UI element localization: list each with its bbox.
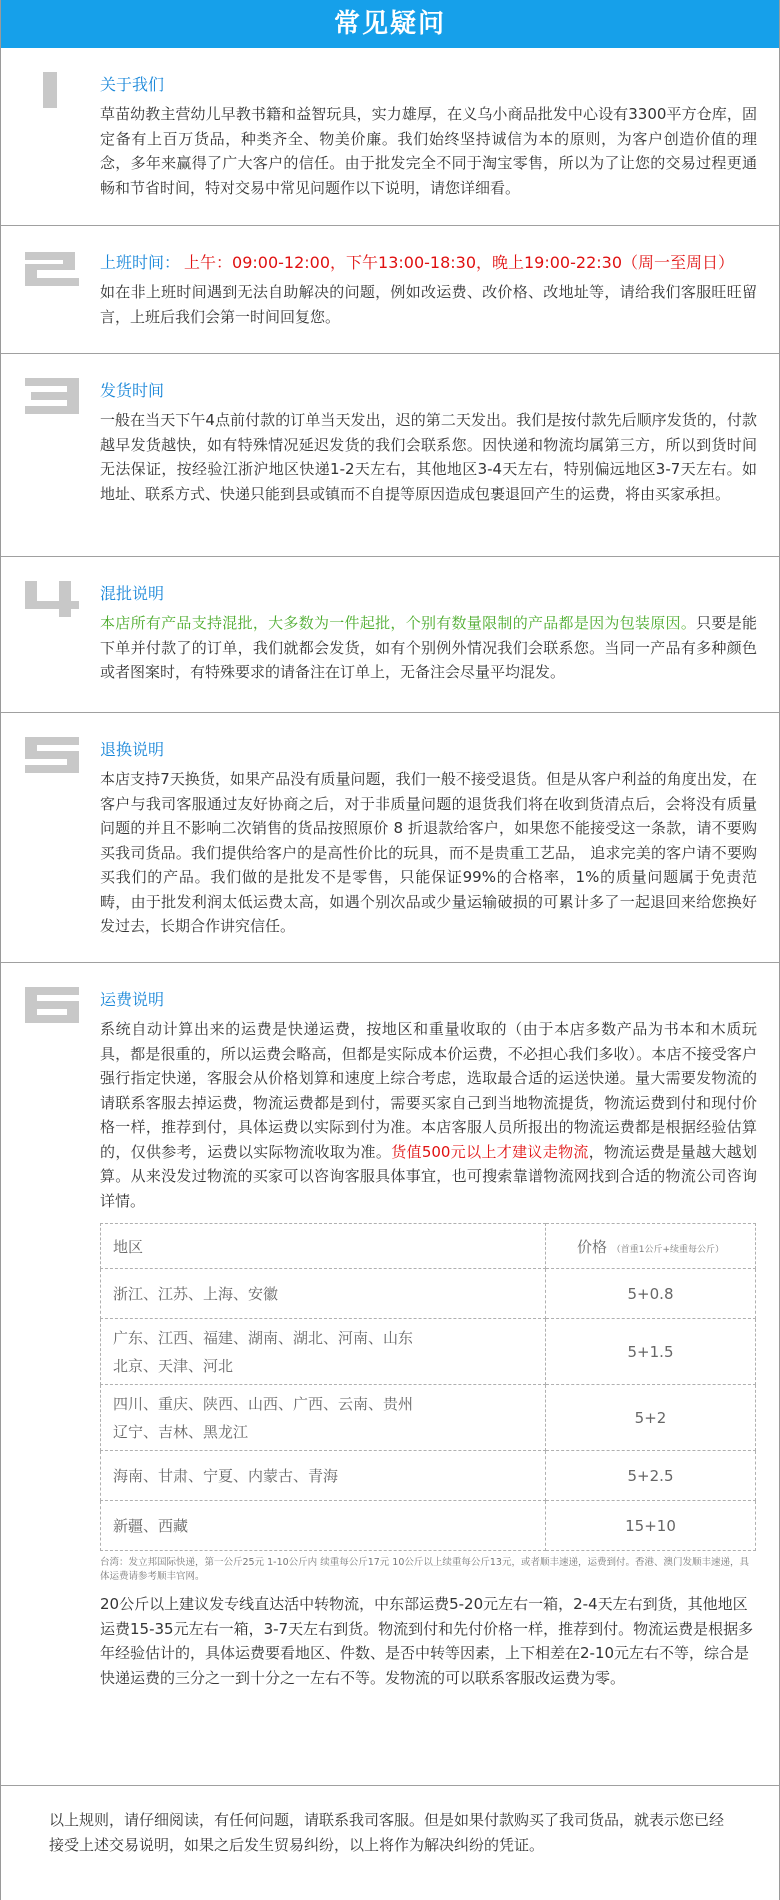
table-row xyxy=(101,1385,756,1451)
table-row xyxy=(101,1319,756,1385)
number-5-icon xyxy=(23,735,81,793)
body-text: 只要是能下单并付款了的订单，我们就都会发货，如有个别例外情况我们会联系您。当同一产品有多种颜色或者图案时，有特殊要求的请备注在订单上，无备注会尽量平均混发。 xyxy=(100,614,757,681)
region-cell: 广东、江西、福建、湖南、湖北、河南、山东 北京、天津、河北 xyxy=(101,1319,546,1385)
section-title: 混批说明 xyxy=(100,584,165,603)
region-cell: 海南、甘肃、宁夏、内蒙古、青海 xyxy=(101,1451,546,1501)
section-returns xyxy=(1,713,779,963)
page-title: 常见疑问 xyxy=(1,0,779,48)
region-cell: 新疆、西藏 xyxy=(101,1501,546,1551)
section-body: 草苗幼教主营幼儿早教书籍和益智玩具，实力雄厚，在义乌小商品批发中心设有3300平方仓库，固定备有上百万货品，种类齐全、物美价廉。我们始终坚持诚信为本的原则，为客户创造价值的理念，多年来赢得了广大客户的信任。由于批发完全不同于淘宝零售，所以为了让您的交易过程更通畅和节省时间，特对交易中常见问题作以下说明，请您详细看。 xyxy=(100,105,757,197)
hours-label: 上班时间： xyxy=(100,253,181,272)
number-4-icon xyxy=(23,579,81,637)
logistics-note: 20公斤以上建议发专线直达活中转物流，中东部运费5-20元左右一箱，2-4天左右到货，其他地区运费15-35元左右一箱，3-7天左右到货。物流到付和先付价格一样，推荐到付。物流运费是根据多年经验估计的，具体运费要看地区、件数、是否中转等因素，上下相差在2-10元左右不等，综合是快递运费的三分之一到十分之一左右不等。发物流的可以联系客服改运费为零。 xyxy=(100,1595,754,1687)
section-title: 运费说明 xyxy=(100,990,165,1009)
section-body xyxy=(100,611,757,685)
table-row xyxy=(101,1451,756,1501)
price-cell: 5+0.8 xyxy=(546,1269,756,1319)
table-row xyxy=(101,1269,756,1319)
section-working-hours xyxy=(1,226,779,354)
price-cell: 5+2 xyxy=(546,1385,756,1451)
section-shipping-time xyxy=(1,354,779,557)
price-cell: 15+10 xyxy=(546,1501,756,1551)
section-body: 如在非上班时间遇到无法自助解决的问题，例如改运费、改价格、改地址等，请给我们客服旺旺留言，上班后我们会第一时间回复您。 xyxy=(100,283,757,326)
footer-notice: 以上规则，请仔细阅读，有任何问题，请联系我司客服。但是如果付款购买了我司货品，就表示您已经接受上述交易说明，如果之后发生贸易纠纷，以上将作为解决纠纷的凭证。 xyxy=(49,1811,725,1854)
section-title: 关于我们 xyxy=(100,75,165,94)
body-text: 系统自动计算出来的运费是快递运费，按地区和重量收取的（由于本店多数产品为书本和木质玩具，都是很重的，所以运费会略高，但都是实际成本价运费，不必担心我们多收）。本店不接受客户强行指定快递，客服会从价格划算和速度上综合考虑，选取最合适的运送快递。量大需要发物流的请联系客服去掉运费，物流运费都是到付，需要买家自己到当地物流提货，物流运费到付和现付价格一样，推荐到付，具体运费以实际到付为准。本店客服人员所报出的物流运费都是根据经验估算的，仅供参考，运费以实际物流收取为准。 xyxy=(100,1020,757,1161)
section-body xyxy=(100,1017,757,1213)
region-cell: 浙江、江苏、上海、安徽 xyxy=(101,1269,546,1319)
section-shipping-fees xyxy=(1,963,779,1783)
section-title: 退换说明 xyxy=(100,740,165,759)
price-cell: 5+1.5 xyxy=(546,1319,756,1385)
table-header-row xyxy=(101,1224,756,1269)
number-3-icon xyxy=(23,376,81,434)
column-header-price: 价格 （首重1公斤+续重每公斤） xyxy=(546,1224,756,1269)
section-title: 发货时间 xyxy=(100,381,165,400)
section-about-us xyxy=(1,48,779,226)
hours-value: 上午：09:00-12:00，下午13:00-18:30，晚上19:00-22:30（周一至周日） xyxy=(184,253,734,272)
shipping-fee-table xyxy=(100,1223,756,1551)
body-text-2: ，物流运费是量越大越划算。从来没发过物流的买家可以咨询客服具体事宜，也可搜索靠谱物流网找到合适的物流公司咨询详情。 xyxy=(100,1142,757,1210)
region-cell: 四川、重庆、陕西、山西、广西、云南、贵州 辽宁、吉林、黑龙江 xyxy=(101,1385,546,1451)
table-row xyxy=(101,1501,756,1551)
section-mixed-wholesale xyxy=(1,557,779,713)
highlight-text: 货值500元以上才建议走物流 xyxy=(391,1142,589,1161)
section-body: 一般在当天下午4点前付款的订单当天发出，迟的第二天发出。我们是按付款先后顺序发货的，付款越早发货越快，如有特殊情况延迟发货的我们会联系您。因快递和物流均属第三方，所以到货时间无法保证，按经验江浙沪地区快递1-2天左右，其他地区3-4天左右，特别偏远地区3-7天左右。如地址、联系方式、快递只能到县或镇而不自提等原因造成包裹退回产生的运费，将由买家承担。 xyxy=(100,411,757,503)
number-6-icon xyxy=(23,985,81,1043)
price-cell: 5+2.5 xyxy=(546,1451,756,1501)
number-1-icon xyxy=(23,70,81,128)
number-2-icon xyxy=(23,248,81,306)
column-header-region: 地区 xyxy=(101,1224,546,1269)
highlight-text: 本店所有产品支持混批，大多数为一件起批，个别有数量限制的产品都是因为包装原因。 xyxy=(100,614,697,632)
divider xyxy=(1,1785,779,1786)
taiwan-note: 台湾：发立邦国际快递，第一公斤25元 1-10公斤内 续重每公斤17元 10公斤以上续重每公斤13元，或者顺丰速递，运费到付。香港、澳门发顺丰速递，具体运费请参考顺丰官网。 xyxy=(100,1557,749,1582)
section-body: 本店支持7天换货，如果产品没有质量问题，我们一般不接受退货。但是从客户利益的角度出发，在客户与我司客服通过友好协商之后，对于非质量问题的退货我们将在收到货清点后，会将没有质量问题的并且不影响二次销售的货品按照原价 8 折退款给客户，如果您不能接受这一条款，请不要购买我司货品。我们提供给客户的是高性价比的玩具，而不是贵重工艺品， 追求完美的客户请不要购买我们的产品。我们做的是批发不是零售，只能保证99%的合格率，1%的质量问题属于免责范畴，由于批发利润太低运费太高，如遇个别次品或少量运输破损的可累计多了一起退回来给您换好发过去，长期合作讲究信任。 xyxy=(100,770,757,935)
section-title xyxy=(100,252,757,274)
